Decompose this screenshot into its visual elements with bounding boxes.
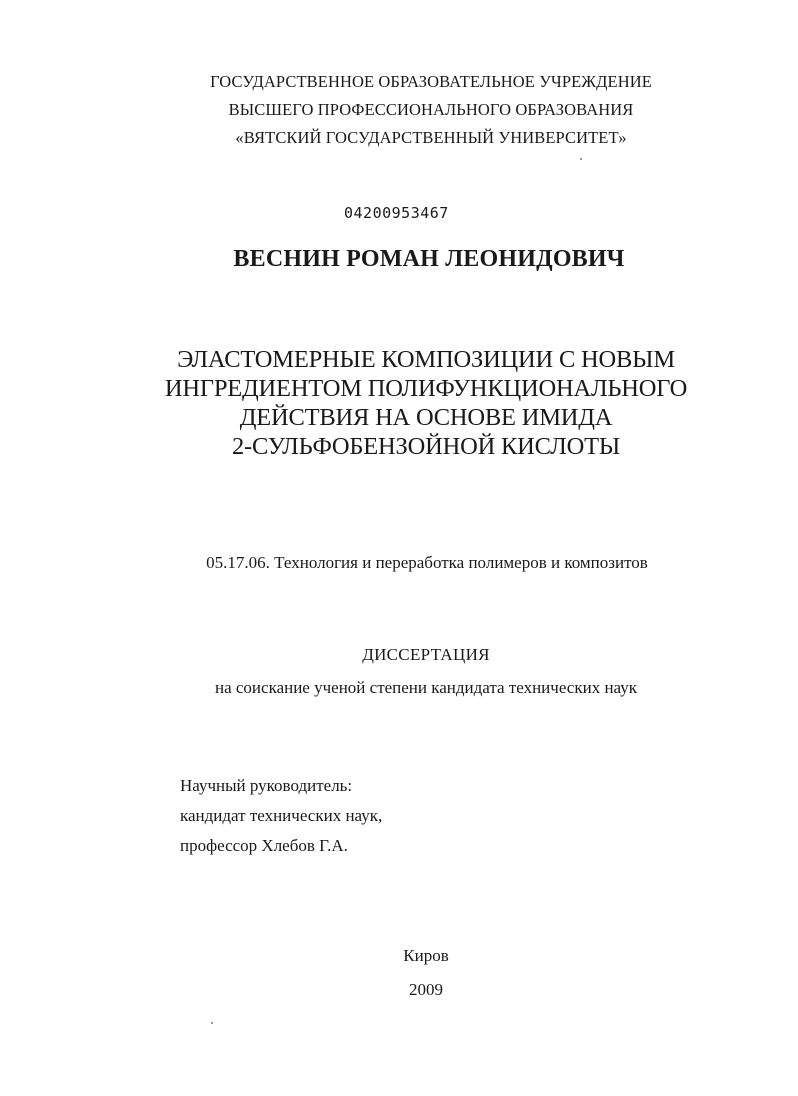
title-line-2: ИНГРЕДИЕНТОМ ПОЛИФУНКЦИОНАЛЬНОГО (164, 375, 688, 402)
title-line-4: 2-СУЛЬФОБЕНЗОЙНОЙ КИСЛОТЫ (231, 433, 621, 460)
specialty-code: 05.17.06. Технология и переработка полимеров и композитов (206, 553, 648, 572)
title-line-3: ДЕЙСТВИЯ НА ОСНОВЕ ИМИДА (239, 404, 613, 431)
document-purpose: на соискание ученой степени кандидата технических наук (214, 678, 637, 697)
advisor-degree: кандидат технических наук, (180, 806, 383, 825)
document-type: ДИССЕРТАЦИЯ (362, 645, 490, 664)
institution-line-3: «ВЯТСКИЙ ГОСУДАРСТВЕННЫЙ УНИВЕРСИТЕТ» (235, 128, 627, 147)
dissertation-title (27, 345, 798, 461)
scan-speck (211, 1022, 213, 1024)
institution-line-2: ВЫСШЕГО ПРОФЕССИОНАЛЬНОГО ОБРАЗОВАНИЯ (228, 100, 634, 119)
author-name: ВЕСНИН РОМАН ЛЕОНИДОВИЧ (233, 246, 625, 272)
scientific-advisor (180, 771, 382, 861)
year: 2009 (409, 980, 443, 999)
institution-line-1: ГОСУДАРСТВЕННОЕ ОБРАЗОВАТЕЛЬНОЕ УЧРЕЖДЕНИЕ (210, 72, 652, 91)
catalog-code: 04200953467 (344, 204, 449, 222)
advisor-name: профессор Хлебов Г.А. (180, 836, 348, 855)
advisor-label: Научный руководитель: (180, 776, 353, 795)
title-line-1: ЭЛАСТОМЕРНЫЕ КОМПОЗИЦИИ С НОВЫМ (177, 346, 675, 373)
institution-header (32, 68, 798, 152)
city: Киров (403, 946, 449, 965)
scan-speck (580, 158, 582, 160)
